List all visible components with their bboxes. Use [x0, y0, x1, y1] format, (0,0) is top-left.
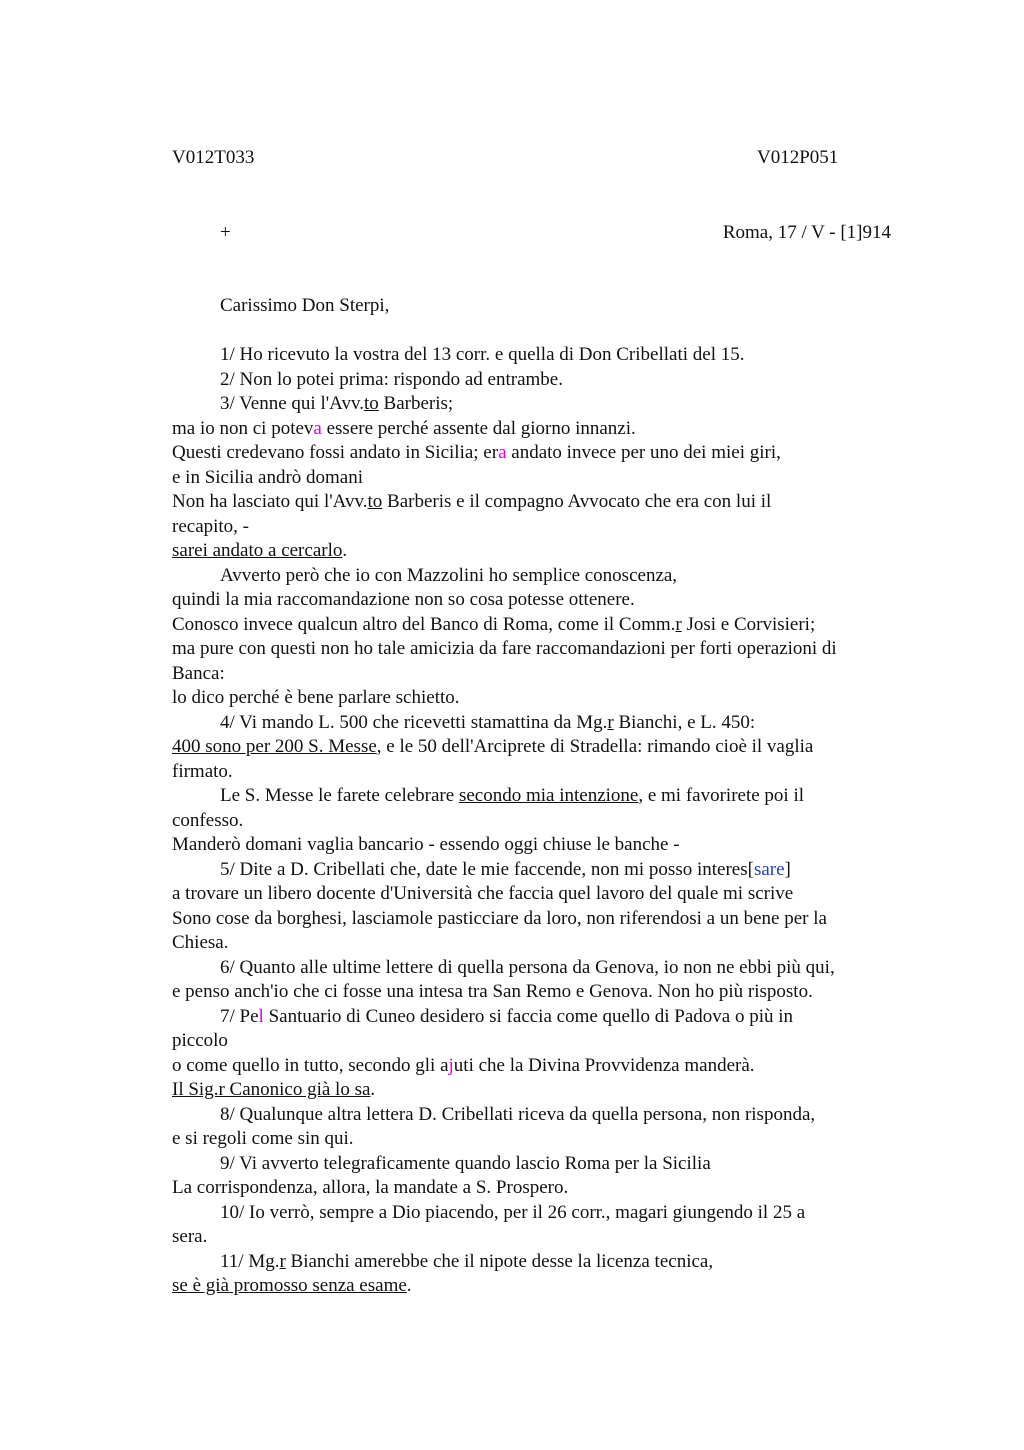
text-line: e in Sicilia andrò domani — [172, 466, 364, 488]
place-date: Roma, 17 / V - [1]914 — [722, 222, 891, 243]
text-line: confesso. — [172, 809, 244, 831]
text-line: 11/ Mg.r Bianchi amerebbe che il nipote desse la licenza tecnica, — [220, 1250, 714, 1272]
text-line: 10/ Io verrò, sempre a Dio piacendo, per il 26 corr., magari giungendo il 25 a — [220, 1201, 806, 1223]
text-line: firmato. — [172, 760, 233, 782]
editorial-insertion: a — [313, 417, 322, 439]
text-line: 6/ Quanto alle ultime lettere di quella persona da Genova, io non ne ebbi più qui, — [220, 956, 835, 978]
text-line: 2/ Non lo potei prima: rispondo ad entrambe. — [220, 368, 563, 390]
text-line: Chiesa. — [172, 932, 229, 953]
editorial-insertion: a — [498, 442, 507, 463]
text-line: 3/ Venne qui l'Avv.to Barberis; — [220, 393, 454, 414]
cross-mark: + — [220, 222, 231, 243]
document-code-left: V012T033 — [172, 147, 255, 168]
text-line: La corrispondenza, allora, la mandate a S. Prospero. — [172, 1177, 569, 1198]
text-line: Non ha lasciato qui l'Avv.to Barberis e il compagno Avvocato che era con lui il — [172, 491, 772, 512]
text-line: Banca: — [172, 662, 225, 684]
letter-body — [172, 343, 896, 1299]
text-line: 1/ Ho ricevuto la vostra del 13 corr. e quella di Don Cribellati del 15. — [220, 344, 745, 365]
text-line: sera. — [172, 1226, 208, 1247]
text-line: 400 sono per 200 S. Messe, e le 50 dell'Arciprete di Stradella: rimando cioè il vaglia — [172, 736, 814, 757]
editorial-insertion: j — [448, 1054, 454, 1076]
text-line: a trovare un libero docente d'Università che faccia quel lavoro del quale mi scrive — [172, 883, 794, 904]
text-line: Manderò domani vaglia bancario - essendo oggi chiuse le banche - — [172, 834, 680, 855]
text-line: 9/ Vi avverto telegraficamente quando lascio Roma per la Sicilia — [220, 1152, 711, 1174]
editorial-insertion: l — [258, 1005, 264, 1027]
text-line: o come quello in tutto, secondo gli ajuti che la Divina Provvidenza manderà. — [172, 1054, 755, 1076]
text-line: Il Sig.r Canonico già lo sa. — [172, 1079, 376, 1100]
text-line: 4/ Vi mando L. 500 che ricevetti stamattina da Mg.r Bianchi, e L. 450: — [220, 711, 756, 733]
text-line: Questi credevano fossi andato in Sicilia; era andato invece per uno dei miei giri, — [172, 442, 781, 463]
text-line: ma pure con questi non ho tale amicizia da fare raccomandazioni per forti operazioni di — [172, 638, 837, 659]
text-line: 7/ Pel Santuario di Cuneo desidero si faccia come quello di Padova o più in — [220, 1005, 794, 1027]
text-line: piccolo — [172, 1030, 228, 1051]
salutation: Carissimo Don Sterpi, — [220, 295, 390, 316]
text-line: Avverto però che io con Mazzolini ho semplice conoscenza, — [220, 564, 678, 586]
text-line: lo dico perché è bene parlare schietto. — [172, 687, 460, 708]
document-code-right: V012P051 — [757, 147, 839, 168]
text-line: sarei andato a cercarlo. — [172, 540, 348, 561]
text-line: quindi la mia raccomandazione non so cosa potesse ottenere. — [172, 589, 635, 610]
text-line: Le S. Messe le farete celebrare secondo mia intenzione, e mi favorirete poi il — [220, 785, 805, 806]
text-line: 8/ Qualunque altra lettera D. Cribellati riceva da quella persona, non risponda, — [220, 1103, 816, 1125]
text-line: ma io non ci poteva essere perché assente dal giorno innanzi. — [172, 417, 636, 439]
text-line: se è già promosso senza esame. — [172, 1275, 412, 1296]
text-line: 5/ Dite a D. Cribellati che, date le mie faccende, non mi posso interes[sare] — [220, 858, 791, 880]
editorial-completion: sare — [753, 858, 785, 880]
text-line: recapito, - — [172, 515, 250, 537]
text-line: Sono cose da borghesi, lasciamole pasticciare da loro, non riferendosi a un bene per la — [172, 907, 827, 929]
text-line: e si regoli come sin qui. — [172, 1128, 354, 1149]
text-line: Conosco invece qualcun altro del Banco di Roma, come il Comm.r Josi e Corvisieri; — [172, 613, 816, 635]
text-line: e penso anch'io che ci fosse una intesa tra San Remo e Genova. Non ho più risposto. — [172, 981, 813, 1002]
